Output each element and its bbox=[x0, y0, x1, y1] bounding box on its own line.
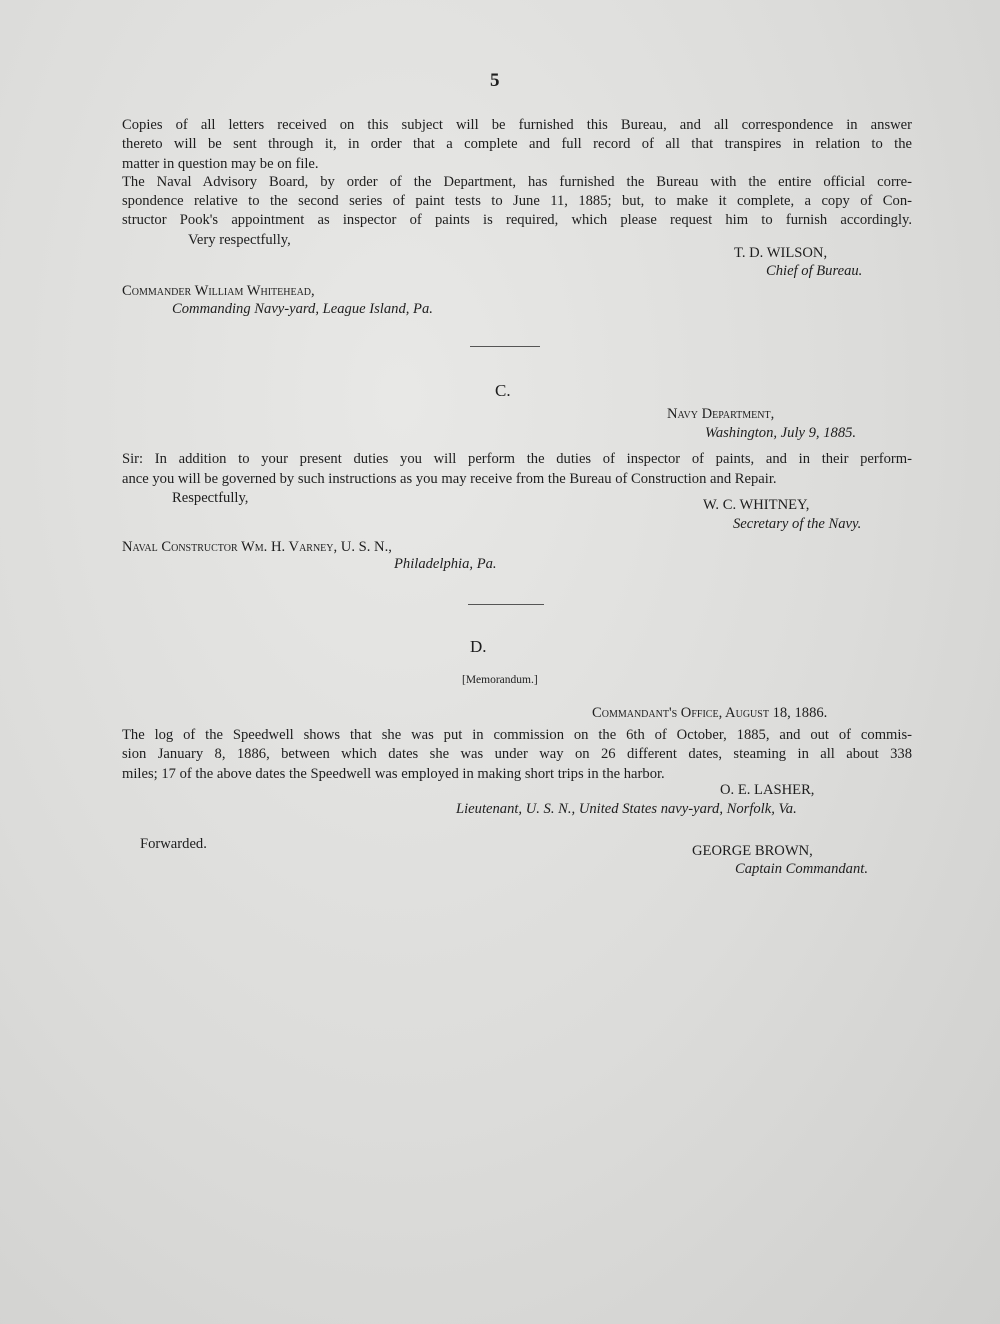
body-line: spondence relative to the second series of paint tests to June 11, 1885; but, to make it complete, a copy of Con- bbox=[122, 193, 912, 209]
body-line: The Naval Advisory Board, by order of the Department, has furnished the Bureau with the entire official corre- bbox=[122, 174, 912, 190]
addressee-place: Philadelphia, Pa. bbox=[394, 556, 497, 572]
body-line: matter in question may be on file. bbox=[122, 156, 319, 172]
memo-subheading: [Memorandum.] bbox=[462, 674, 538, 686]
body-line: thereto will be sent through it, in order that a complete and full record of all that transpires in relation to the bbox=[122, 136, 912, 152]
body-line: The log of the Speedwell shows that she was put in commission on the 6th of October, 1885, and out of commis- bbox=[122, 727, 912, 743]
body-line: miles; 17 of the above dates the Speedwell was employed in making short trips in the harbor. bbox=[122, 766, 665, 782]
signer-title: Lieutenant, U. S. N., United States navy-yard, Norfolk, Va. bbox=[456, 801, 797, 817]
body-line: Sir: In addition to your present duties you will perform the duties of inspector of paints, and in their perform- bbox=[122, 451, 912, 467]
section-divider bbox=[470, 346, 540, 347]
endorser-name: GEORGE BROWN, bbox=[692, 843, 813, 859]
closing: Respectfully, bbox=[172, 490, 249, 506]
page-number: 5 bbox=[490, 70, 500, 91]
body-line: structor Pook's appointment as inspector of paints is required, which please request him to furnish accordingly. bbox=[122, 212, 912, 228]
signer-title: Secretary of the Navy. bbox=[733, 516, 862, 532]
closing: Very respectfully, bbox=[188, 232, 291, 248]
place-date: Washington, July 9, 1885. bbox=[705, 425, 857, 441]
section-heading: D. bbox=[470, 637, 487, 656]
department-line: Navy Department, bbox=[667, 406, 775, 422]
body-line: Copies of all letters received on this subject will be furnished this Bureau, and all correspondence in answer bbox=[122, 117, 912, 133]
body-line: sion January 8, 1886, between which dates she was under way on 26 different dates, steaming in all about 338 bbox=[122, 746, 912, 762]
signer-title: Chief of Bureau. bbox=[766, 263, 863, 279]
signer-name: W. C. WHITNEY, bbox=[703, 497, 810, 513]
endorser-title: Captain Commandant. bbox=[735, 861, 868, 877]
addressee-name: Commander William Whitehead, bbox=[122, 283, 315, 299]
signer-name: O. E. LASHER, bbox=[720, 782, 815, 798]
section-divider bbox=[468, 604, 544, 605]
section-heading: C. bbox=[495, 381, 511, 400]
signer-name: T. D. WILSON, bbox=[734, 245, 828, 261]
body-line: ance you will be governed by such instructions as you may receive from the Bureau of Construction and Repair. bbox=[122, 471, 777, 487]
addressee-name: Naval Constructor Wm. H. Varney, U. S. N., bbox=[122, 539, 392, 555]
office-date: Commandant's Office, August 18, 1886. bbox=[592, 705, 828, 721]
addressee-place: Commanding Navy-yard, League Island, Pa. bbox=[172, 301, 433, 317]
forwarded-note: Forwarded. bbox=[140, 836, 207, 852]
